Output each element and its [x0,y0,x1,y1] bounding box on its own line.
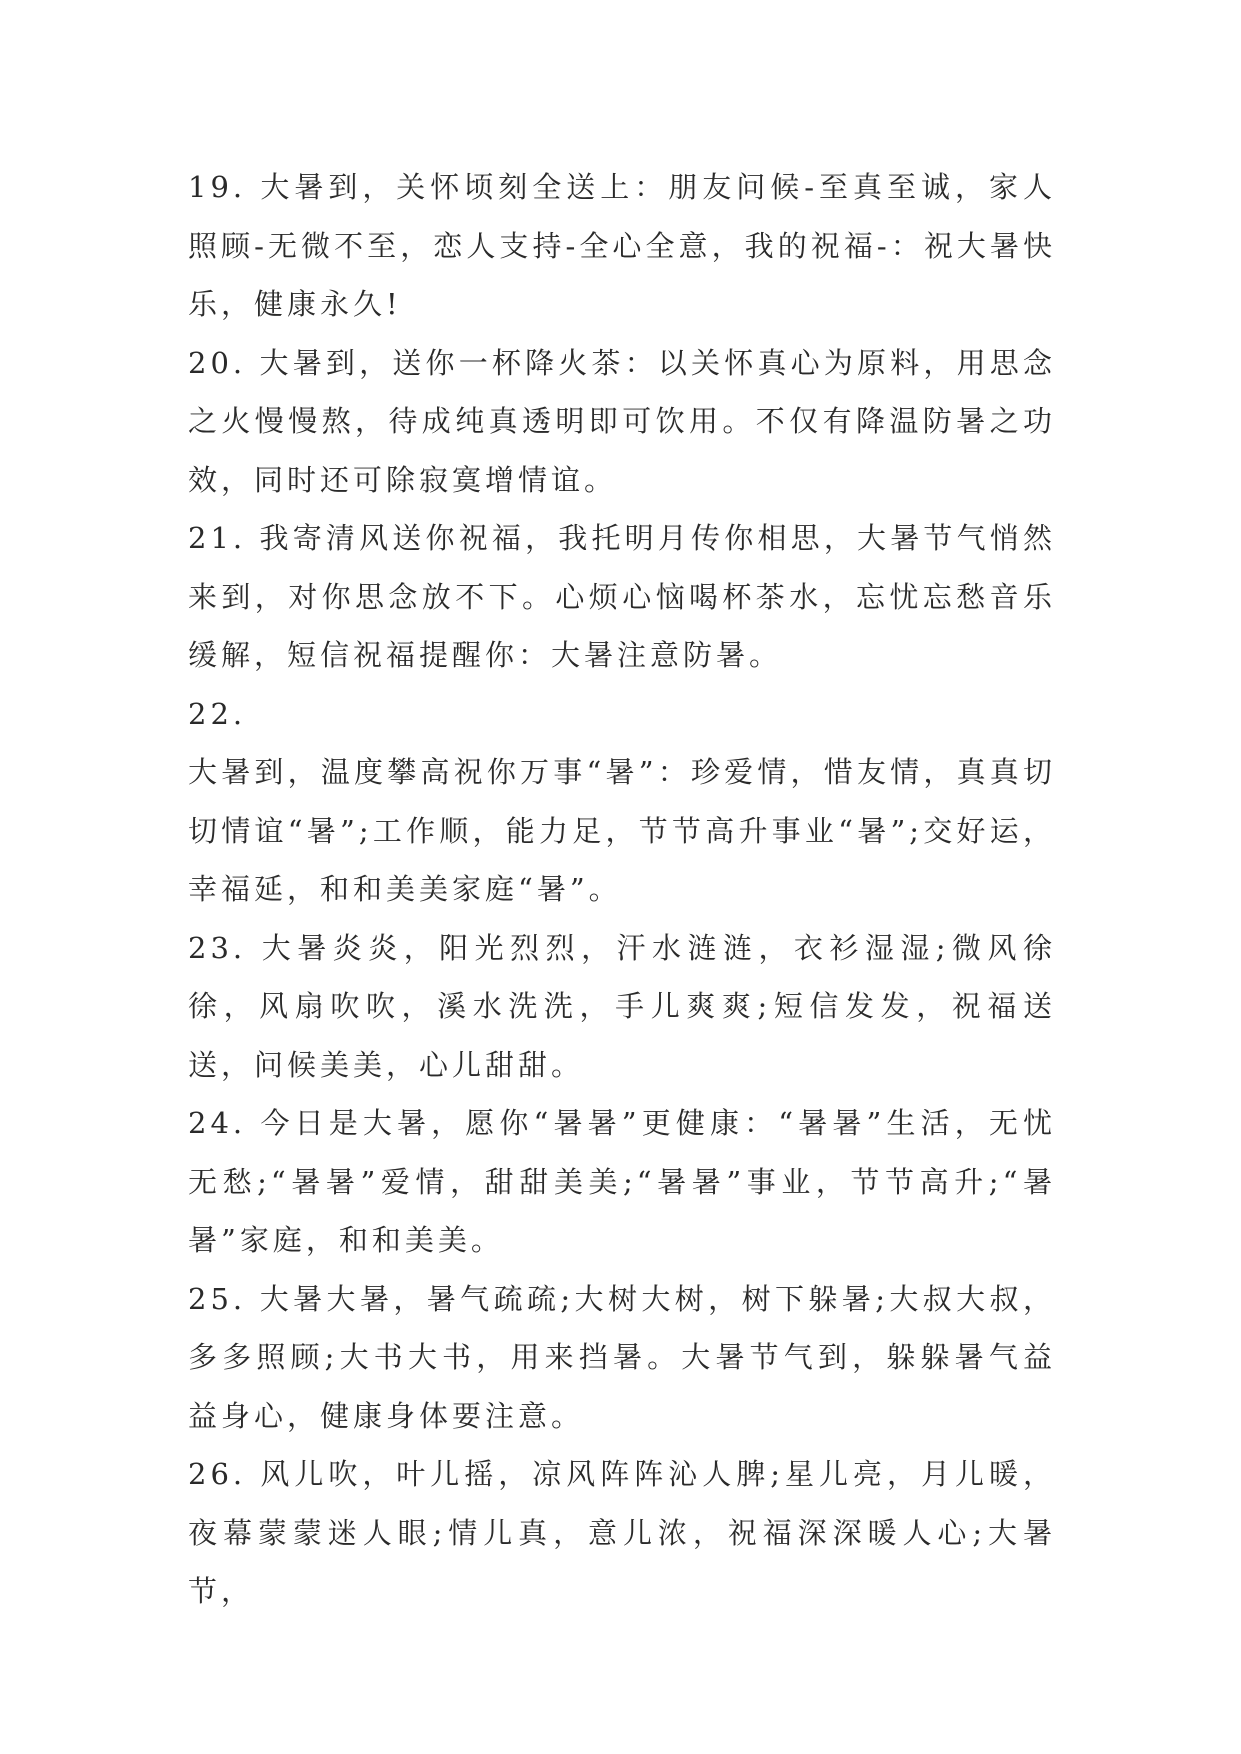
document-body [188,158,1056,1621]
paragraph-25: 25. 大暑大暑，暑气疏疏;大树大树，树下躲暑;大叔大叔，多多照顾;大书大书，用来挡暑。大暑节气到，躲躲暑气益益身心，健康身体要注意。 [188,1281,1056,1433]
paragraph-22: 大暑到，温度攀高祝你万事“暑”：珍爱情，惜友情，真真切切情谊“暑”;工作顺，能力足，节节高升事业“暑”;交好运，幸福延，和和美美家庭“暑”。 [188,755,1056,906]
paragraph-26: 26. 风儿吹，叶儿摇，凉风阵阵沁人脾;星儿亮，月儿暖，夜幕蒙蒙迷人眼;情儿真，意儿浓，祝福深深暖人心;大暑节， [188,1457,1056,1608]
paragraph-24: 24. 今日是大暑，愿你“暑暑”更健康：“暑暑”生活，无忧无愁;“暑暑”爱情，甜甜美美;“暑暑”事业，节节高升;“暑暑”家庭，和和美美。 [188,1106,1056,1257]
paragraph-22-number: 22. [188,696,247,731]
paragraph-19: 19. 大暑到，关怀顷刻全送上：朋友问候-至真至诚，家人照顾-无微不至，恋人支持-全心全意，我的祝福-：祝大暑快乐，健康永久! [188,170,1056,321]
paragraph-23: 23. 大暑炎炎，阳光烈烈，汗水涟涟，衣衫湿湿;微风徐徐，风扇吹吹，溪水洗洗，手儿爽爽;短信发发，祝福送送，问候美美，心儿甜甜。 [188,930,1057,1082]
paragraph-21: 21. 我寄清风送你祝福，我托明月传你相思，大暑节气悄然来到，对你思念放不下。心烦心恼喝杯茶水，忘忧忘愁音乐缓解，短信祝福提醒你：大暑注意防暑。 [188,521,1056,672]
paragraph-20: 20. 大暑到，送你一杯降火茶：以关怀真心为原料，用思念之火慢慢熬，待成纯真透明即可饮用。不仅有降温防暑之功效，同时还可除寂寞增情谊。 [188,345,1056,497]
